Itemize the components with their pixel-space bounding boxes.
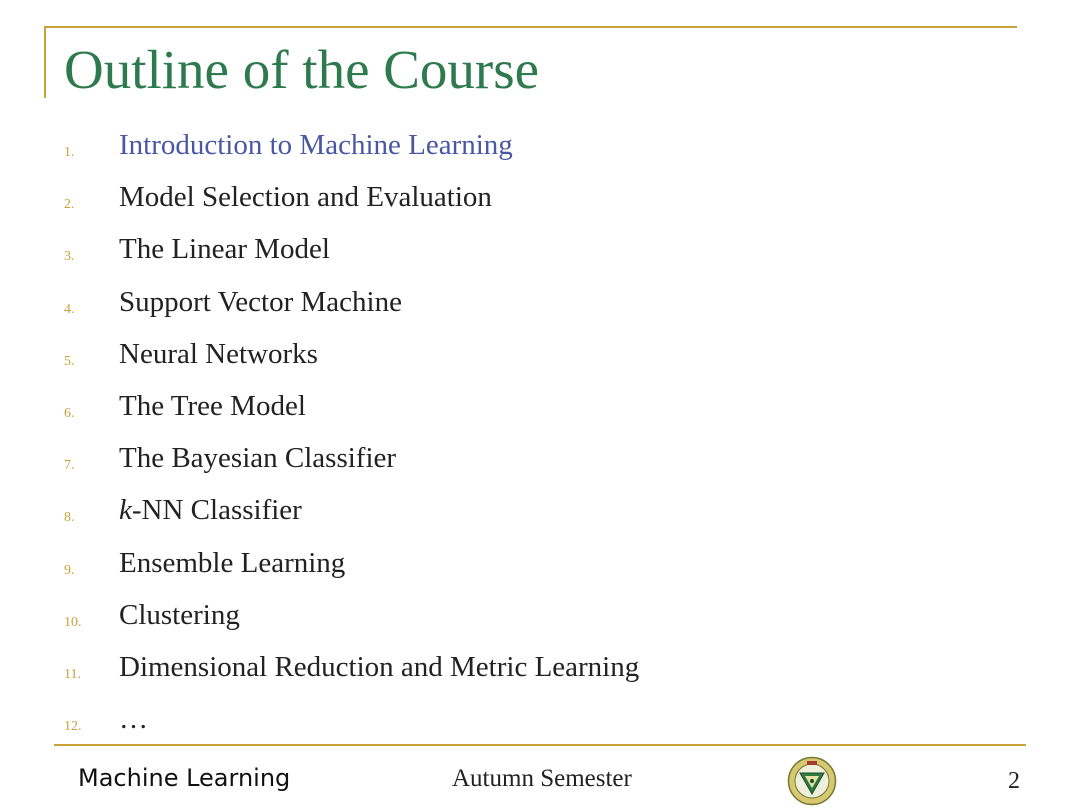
outline-item-6	[0, 383, 1080, 435]
item-number: 2.	[64, 197, 75, 213]
outline-item-1[interactable]	[0, 122, 1080, 174]
item-label: …	[119, 703, 148, 736]
university-seal-icon	[787, 756, 837, 806]
item-number: 1.	[64, 145, 75, 160]
outline-item-5	[0, 331, 1080, 383]
item-number: 11.	[64, 666, 81, 682]
outline-item-4	[0, 279, 1080, 331]
footer-course-name: Machine Learning	[78, 764, 291, 792]
item-number: 5.	[64, 353, 75, 369]
item-label: Support Vector Machine	[119, 285, 402, 318]
item-number: 7.	[64, 458, 75, 474]
outline-item-3	[0, 226, 1080, 278]
title-frame-left-rule	[44, 26, 46, 98]
item-number: 12.	[64, 719, 82, 735]
outline-item-8	[0, 487, 1080, 539]
outline-item-7	[0, 435, 1080, 487]
item-number: 4.	[64, 301, 75, 317]
item-label: Clustering	[119, 598, 240, 631]
item-label: The Bayesian Classifier	[119, 442, 397, 475]
outline-item-12	[0, 696, 1080, 748]
outline-item-9	[0, 540, 1080, 592]
outline-item-11	[0, 644, 1080, 696]
slide-title: Outline of the Course	[64, 39, 540, 100]
page-number: 2	[1008, 768, 1020, 794]
item-label: Ensemble Learning	[119, 546, 346, 579]
footer-semester: Autumn Semester	[452, 765, 632, 792]
outline-item-2	[0, 174, 1080, 226]
item-label: The Tree Model	[119, 389, 306, 422]
item-number: 10.	[64, 614, 82, 630]
title-frame-top-rule	[45, 26, 1017, 28]
item-number: 9.	[64, 562, 75, 578]
item-label: Dimensional Reduction and Metric Learning	[119, 650, 640, 683]
item-label-rest: -NN Classifier	[131, 494, 302, 527]
item-label: Neural Networks	[119, 337, 318, 370]
course-outline-list	[0, 122, 1080, 748]
footer-divider	[54, 744, 1026, 746]
item-number: 6.	[64, 405, 75, 421]
item-number: 8.	[64, 510, 75, 526]
item-label: Introduction to Machine Learning	[119, 129, 513, 161]
item-label: Model Selection and Evaluation	[119, 181, 492, 214]
item-label: The Linear Model	[119, 233, 330, 266]
item-label-italic-part: k	[119, 494, 132, 527]
item-number: 3.	[64, 249, 75, 265]
outline-item-10	[0, 592, 1080, 644]
item-label	[119, 495, 302, 527]
